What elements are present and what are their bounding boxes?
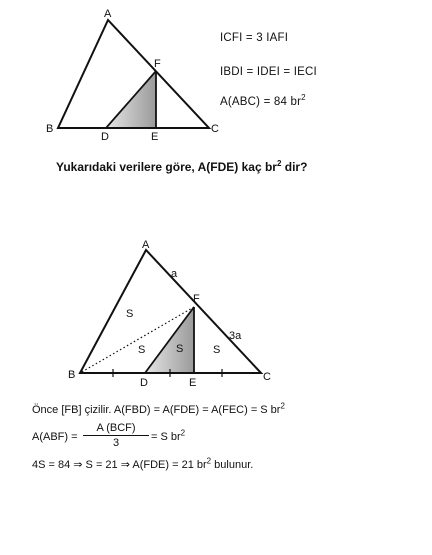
given-text: ICFI = 3 IAFI: [220, 32, 289, 44]
solution-line-2-right: [151, 428, 186, 443]
question-text: [56, 160, 307, 174]
fraction-numerator: A (BCF): [96, 422, 136, 434]
vertex-label-c-2: C: [263, 371, 271, 383]
vertex-label-d-2: D: [140, 377, 148, 389]
solution-text: A(ABF) =: [32, 431, 78, 443]
region-label-s: S: [176, 343, 184, 355]
region-label-s: S: [126, 308, 134, 320]
vertex-label-b-2: B: [68, 369, 76, 381]
vertex-label-f: F: [154, 58, 161, 70]
given-text: A(ABC) = 84 br: [220, 96, 302, 108]
question-body: Yukarıdaki verilere göre, A(FDE) kaç br: [56, 160, 277, 174]
superscript: 2: [180, 428, 186, 438]
solution-line-1: [32, 401, 285, 416]
solution-tail: bulunur.: [211, 459, 254, 471]
region-label-s: S: [138, 344, 146, 356]
given-text: IBDI = IDEI = IECI: [220, 66, 317, 78]
solution-line-2-left: [32, 431, 78, 443]
solution-text: 4S = 84 ⇒ S = 21 ⇒ A(FDE) = 21 br: [32, 459, 207, 471]
superscript: 2: [301, 93, 306, 103]
solution-line-3: [32, 458, 253, 471]
vertex-label-f-2: F: [193, 293, 200, 305]
given-bd-de-ec: [220, 66, 317, 78]
region-label-s: S: [213, 344, 221, 356]
question-tail: dir?: [281, 160, 308, 174]
vertex-label-e: E: [151, 131, 159, 143]
solution-text: Önce [FB] çizilir. A(FBD) = A(FDE) = A(FEC) = S br: [32, 404, 281, 416]
vertex-label-e-2: E: [189, 377, 197, 389]
given-cf-af: [220, 32, 288, 44]
side-label-a: a: [171, 268, 178, 280]
superscript: 2: [276, 159, 282, 168]
vertex-label-a-2: A: [142, 239, 150, 251]
vertex-label-b: B: [46, 123, 54, 135]
fraction-abf: [83, 422, 149, 449]
side-label-3a: 3a: [229, 330, 242, 342]
vertex-label-a: A: [104, 8, 112, 20]
solution-text: = S br: [151, 431, 181, 443]
superscript: 2: [280, 401, 285, 411]
given-area-abc: [220, 93, 306, 108]
vertex-label-c: C: [211, 123, 219, 135]
superscript: 2: [206, 456, 212, 466]
vertex-label-d: D: [101, 131, 109, 143]
fraction-denominator: 3: [112, 437, 120, 449]
